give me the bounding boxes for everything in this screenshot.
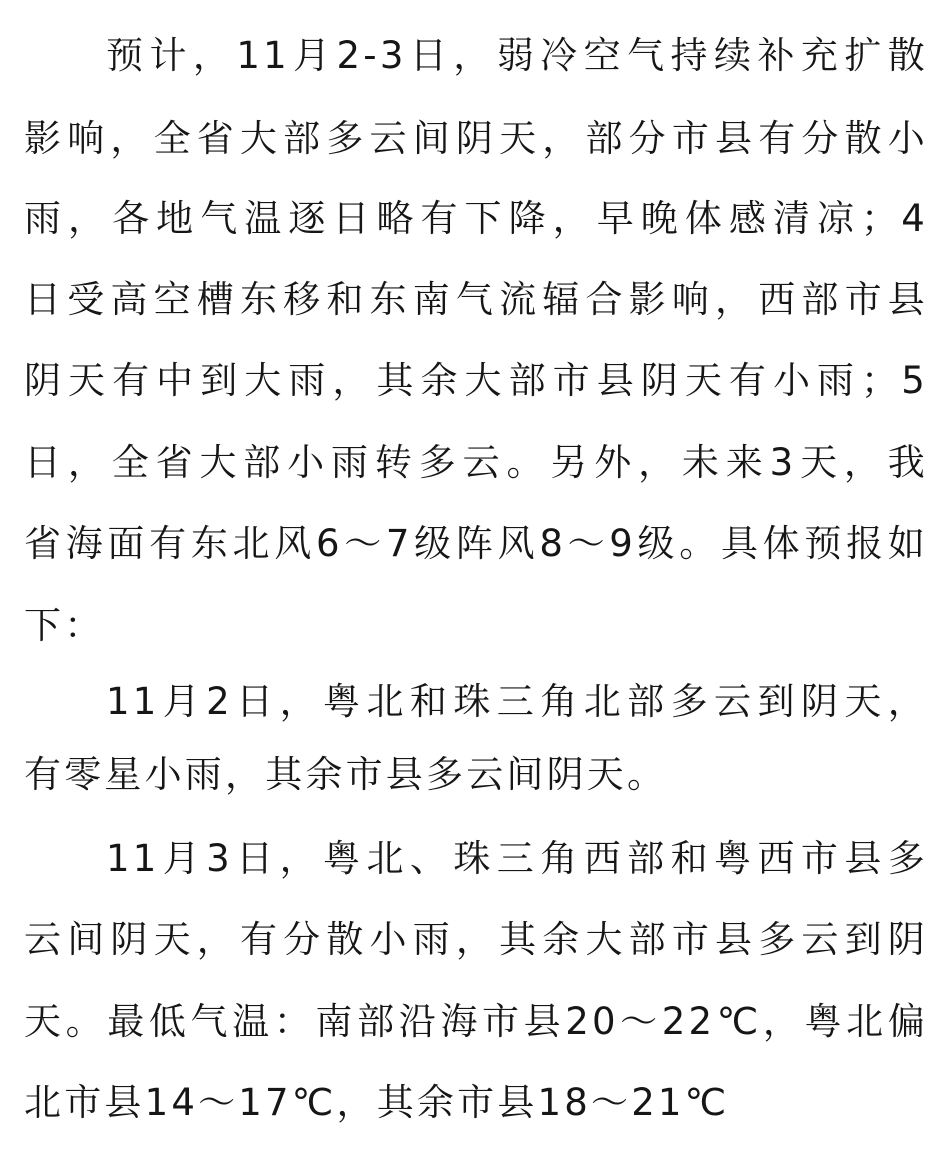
paragraph-1-line-1: 预计，11月2-3日，弱冷空气持续补充扩散	[106, 34, 928, 77]
paragraph-2-line-1: 11月2日，粤北和珠三角北部多云到阴天，	[106, 680, 928, 723]
paragraph-1-line-7: 省海面有东北风6～7级阵风8～9级。具体预报如	[24, 522, 928, 565]
paragraph-3-line-2: 云间阴天，有分散小雨，其余大部市县多云到阴	[24, 918, 928, 961]
paragraph-3-line-4: 北市县14～17℃，其余市县18～21℃	[24, 1081, 730, 1124]
paragraph-1-line-3: 雨，各地气温逐日略有下降，早晚体感清凉；4	[24, 197, 928, 240]
paragraph-3-line-3: 天。最低气温：南部沿海市县20～22℃，粤北偏	[24, 1000, 928, 1043]
paragraph-3-line-1: 11月3日，粤北、珠三角西部和粤西市县多	[106, 837, 928, 880]
paragraph-1-line-8: 下：	[24, 604, 105, 647]
paragraph-2-line-2: 有零星小雨，其余市县多云间阴天。	[24, 753, 668, 796]
paragraph-1-line-2: 影响，全省大部多云间阴天，部分市县有分散小	[24, 117, 928, 160]
paragraph-1-line-5: 阴天有中到大雨，其余大部市县阴天有小雨；5	[24, 359, 928, 402]
paragraph-1-line-6: 日，全省大部小雨转多云。另外，未来3天，我	[24, 441, 928, 484]
paragraph-1-line-4: 日受高空槽东移和东南气流辐合影响，西部市县	[24, 278, 928, 321]
